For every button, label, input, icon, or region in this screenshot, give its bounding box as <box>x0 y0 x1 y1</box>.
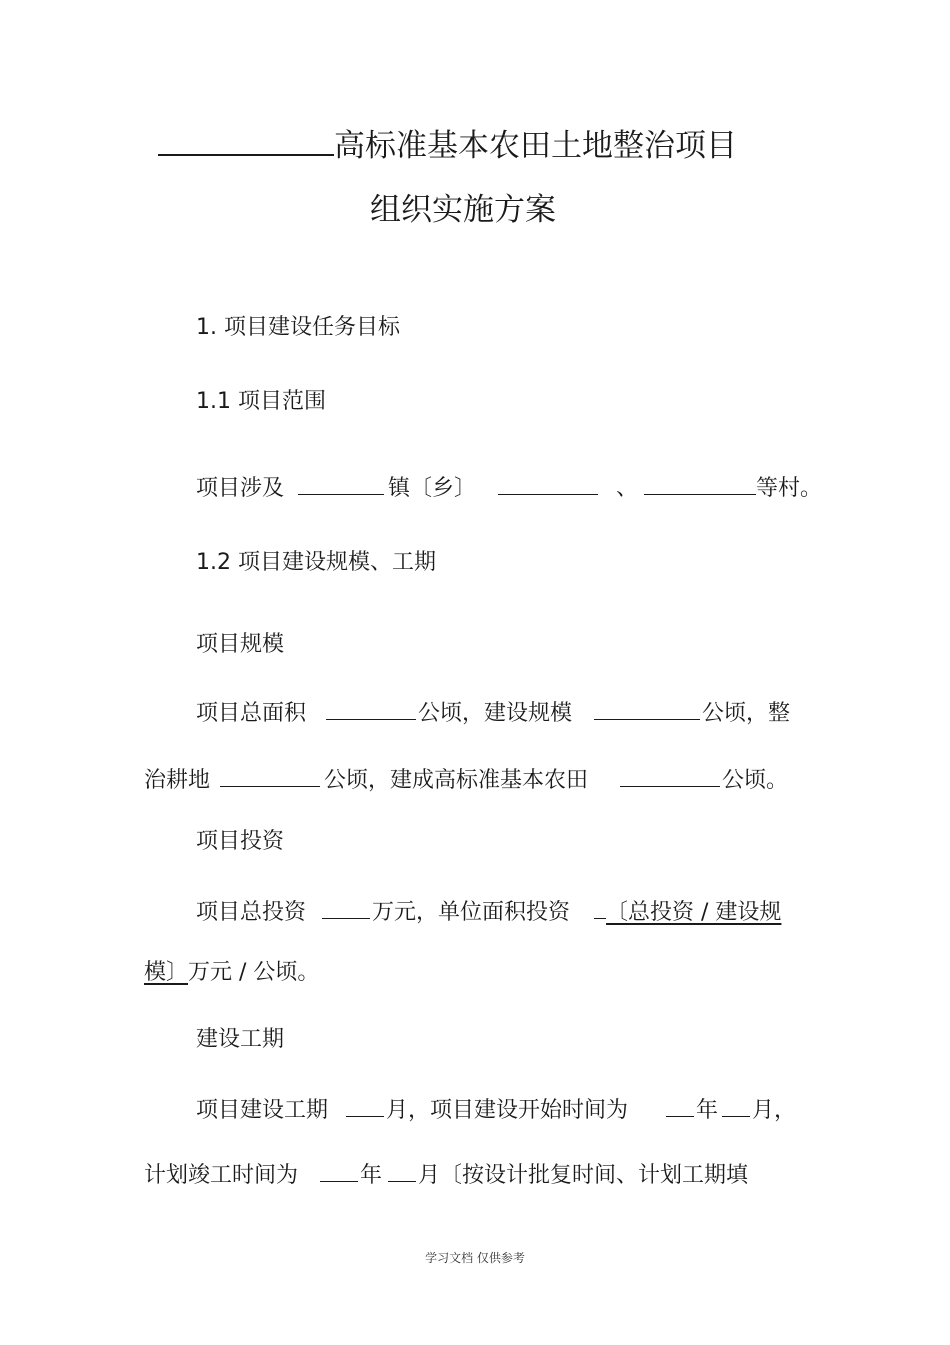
village-blank-2 <box>644 470 756 495</box>
scale-heading: 项目规模 <box>196 632 285 657</box>
period-heading: 建设工期 <box>196 1027 285 1052</box>
section-heading-1-1: 1.1 项目范围 <box>196 389 326 414</box>
total-area-blank <box>326 695 416 720</box>
village-blank-1 <box>498 470 598 495</box>
title-line2: 组织实施方案 <box>370 192 556 228</box>
section-heading-1: 1. 项目建设任务目标 <box>196 315 400 340</box>
scope-paragraph: 项目涉及 镇〔乡〕 、 等村。 <box>196 470 822 504</box>
hq-farmland-blank <box>620 762 720 787</box>
page-footer: 学习文档 仅供参考 <box>425 1251 525 1265</box>
end-month-blank <box>388 1157 416 1182</box>
invest-heading: 项目投资 <box>196 829 285 854</box>
period-paragraph-line1: 项目建设工期 月，项目建设开始时间为 年 月， <box>196 1092 796 1126</box>
scale-paragraph-line2: 治耕地 公顷，建成高标准基本农田 公顷。 <box>144 762 788 796</box>
investment-blank <box>322 894 370 919</box>
farmland-blank <box>220 762 320 787</box>
start-month-blank <box>722 1092 750 1117</box>
document-title <box>158 122 737 166</box>
invest-paragraph-line1: 项目总投资 万元，单位面积投资 〔总投资 / 建设规 <box>196 894 781 928</box>
section-heading-1-2: 1.2 项目建设规模、工期 <box>196 550 436 575</box>
document-subtitle <box>370 190 556 230</box>
scale-paragraph-line1: 项目总面积 公顷，建设规模 公顷，整 <box>196 695 790 729</box>
start-year-blank <box>666 1092 694 1117</box>
duration-blank <box>346 1092 384 1117</box>
end-year-blank <box>320 1157 358 1182</box>
title-blank <box>158 122 334 156</box>
town-blank <box>298 470 384 495</box>
unit-invest-blank <box>594 894 606 919</box>
period-paragraph-line2: 计划竣工时间为 年 月〔按设计批复时间、计划工期填 <box>144 1157 748 1191</box>
title-line1: 高标准基本农田土地整治项目 <box>334 128 737 164</box>
build-scale-blank <box>594 695 700 720</box>
invest-paragraph-line2: 模〕万元 / 公顷。 <box>144 960 320 985</box>
